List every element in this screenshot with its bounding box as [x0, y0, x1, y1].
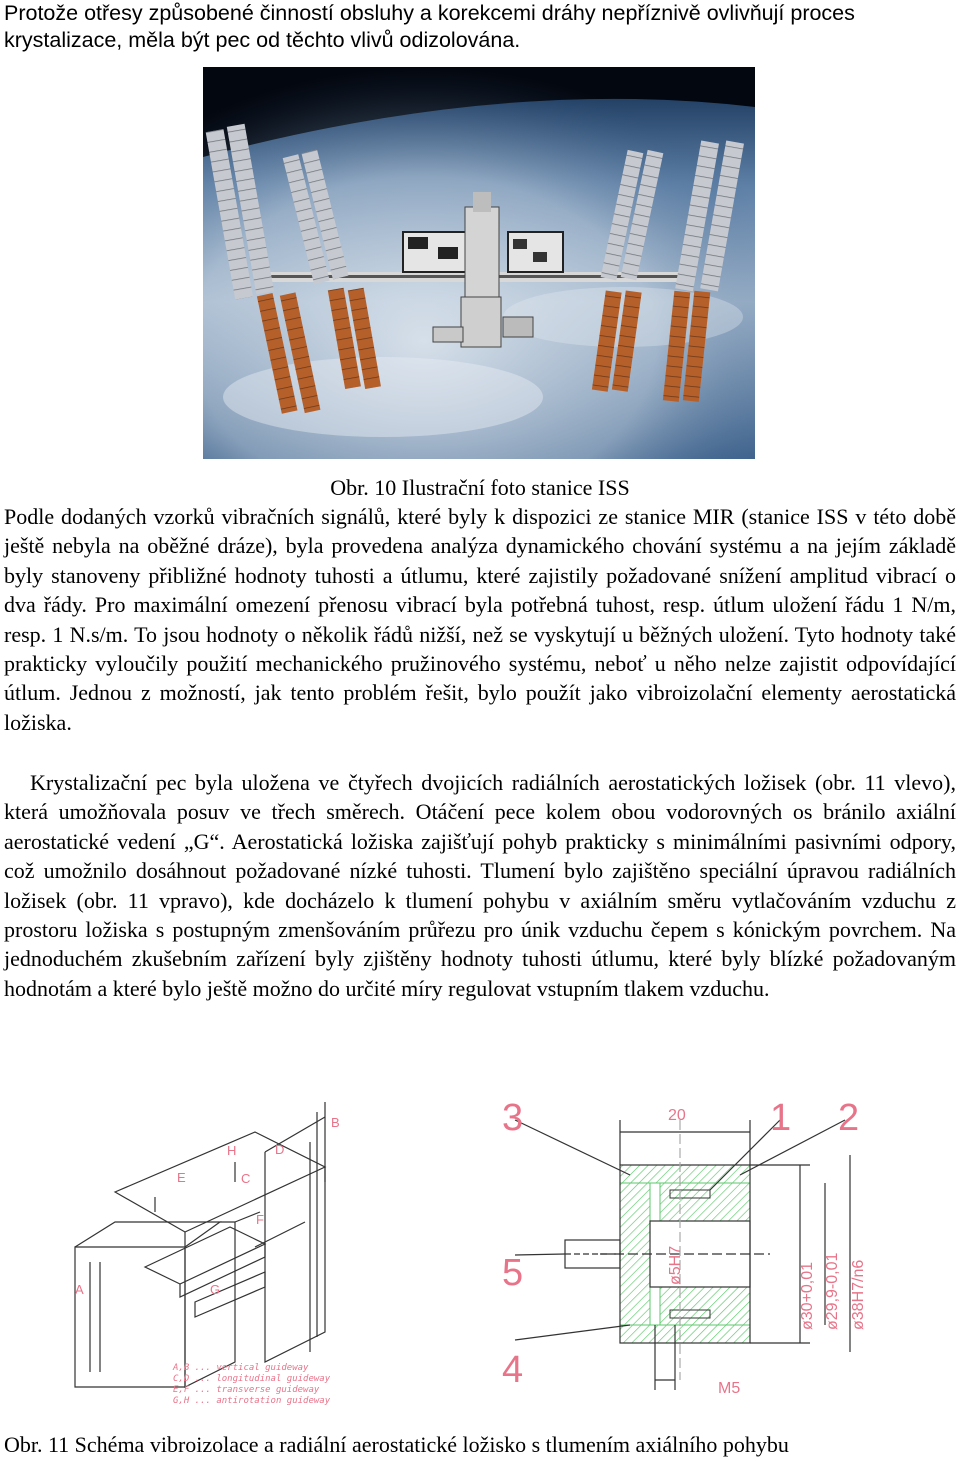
- iss-photo: [203, 67, 755, 459]
- legend-line-3: E,F ... transverse guideway: [173, 1385, 320, 1395]
- label-g: G: [210, 1282, 221, 1297]
- label-5: 5: [502, 1252, 524, 1294]
- label-2: 2: [838, 1097, 860, 1139]
- thread-m5: M5: [718, 1380, 741, 1397]
- label-b: B: [331, 1115, 340, 1130]
- label-3: 3: [502, 1097, 524, 1139]
- dim-d29: ø29,9-0,01: [824, 1252, 841, 1330]
- paragraph-2: Krystalizační pec byla uložena ve čtyřech dvojicích radiálních aerostatických ložisek (obr. 11 vlevo), která umožňovala posuv ve třech směrech. Otáčení pece kolem obou vodorovných os bránilo axiální aerostatické vedení „G“. Aerostatická ložiska zajišťují pohyb prakticky s minimálními pasivními odpory, což umožnilo dosáhnout požadované nízké tuhosti. Tlumení bylo zajištěno speciální úpravou radiálních ložisek (obr. 11 vpravo), kde docházelo k tlumení pohybu v axiálním směru vytlačováním vzduchu z prostoru ložiska s postupným zmenšováním průřezu pro únik vzduchu čepem s kónickým povrchem. Na jednoduchém zkušebním zařízení byly zjištěny hodnoty tuhosti útlumu, které byly blízké požadovaným hodnotám a které bylo ještě možno do určité míry regulovat vstupním tlakem vzduchu.: [4, 770, 956, 1001]
- legend-line-1: A,B ... vertical guideway: [173, 1363, 309, 1373]
- paragraph-1: Podle dodaných vzorků vibračních signálů, které byly k dispozici ze stanice MIR (stanice ISS v této době ještě nebyla na oběžné dráze), byla provedena analýza dynamického chování systému a na jejím základě byly stanoveny přibližné hodnoty tuhosti a útlumu, které zajistily požadované snížení amplitud vibrací o dva řády. Pro maximální omezení přenosu vibrací byla potřebná tuhost, resp. útlum uložení řádu 1 N/m, resp. 1 N.s/m. To jsou hodnoty o několik řádů nižší, než se vyskytují u běžných uložení. Tyto hodnoty také prakticky vyloučily použití mechanického pružinového systému, neboť u něho nelze zajistit odpovídající útlum. Jednou z možností, jak tento problém řešit, bylo použít jako vibroizolační elementy aerostatická ložiska.: [4, 504, 956, 735]
- label-e: E: [177, 1170, 186, 1185]
- dim-d5: ø5H7: [667, 1245, 684, 1285]
- dim-d30: ø30+0,01: [799, 1261, 816, 1330]
- label-4: 4: [502, 1349, 524, 1391]
- label-f: F: [256, 1212, 264, 1227]
- label-d: D: [275, 1142, 285, 1157]
- label-c: C: [241, 1171, 251, 1186]
- intro-paragraph: Protože otřesy způsobené činností obsluhy a korekcemi dráhy nepříznivě ovlivňují proces krystalizace, měla být pec od těchto vlivů odizolována.: [4, 1, 855, 52]
- figure10-caption: Obr. 10 Ilustrační foto stanice ISS: [330, 475, 630, 500]
- dim-20: 20: [668, 1107, 686, 1124]
- label-a: A: [75, 1282, 84, 1297]
- aerostatic-bearing-drawing: [470, 1080, 900, 1410]
- dim-d38: ø38H7/n6: [850, 1259, 867, 1330]
- label-1: 1: [770, 1097, 792, 1139]
- legend-line-2: C,D ... longitudinal guideway: [173, 1374, 331, 1384]
- label-h: H: [227, 1143, 237, 1158]
- legend-line-4: G,H ... antirotation guideway: [173, 1396, 331, 1406]
- figure11-caption: Obr. 11 Schéma vibroizolace a radiální aerostatické ložisko s tlumením axiálního pohybu: [4, 1432, 789, 1457]
- vibroisolation-schematic: [55, 1072, 395, 1412]
